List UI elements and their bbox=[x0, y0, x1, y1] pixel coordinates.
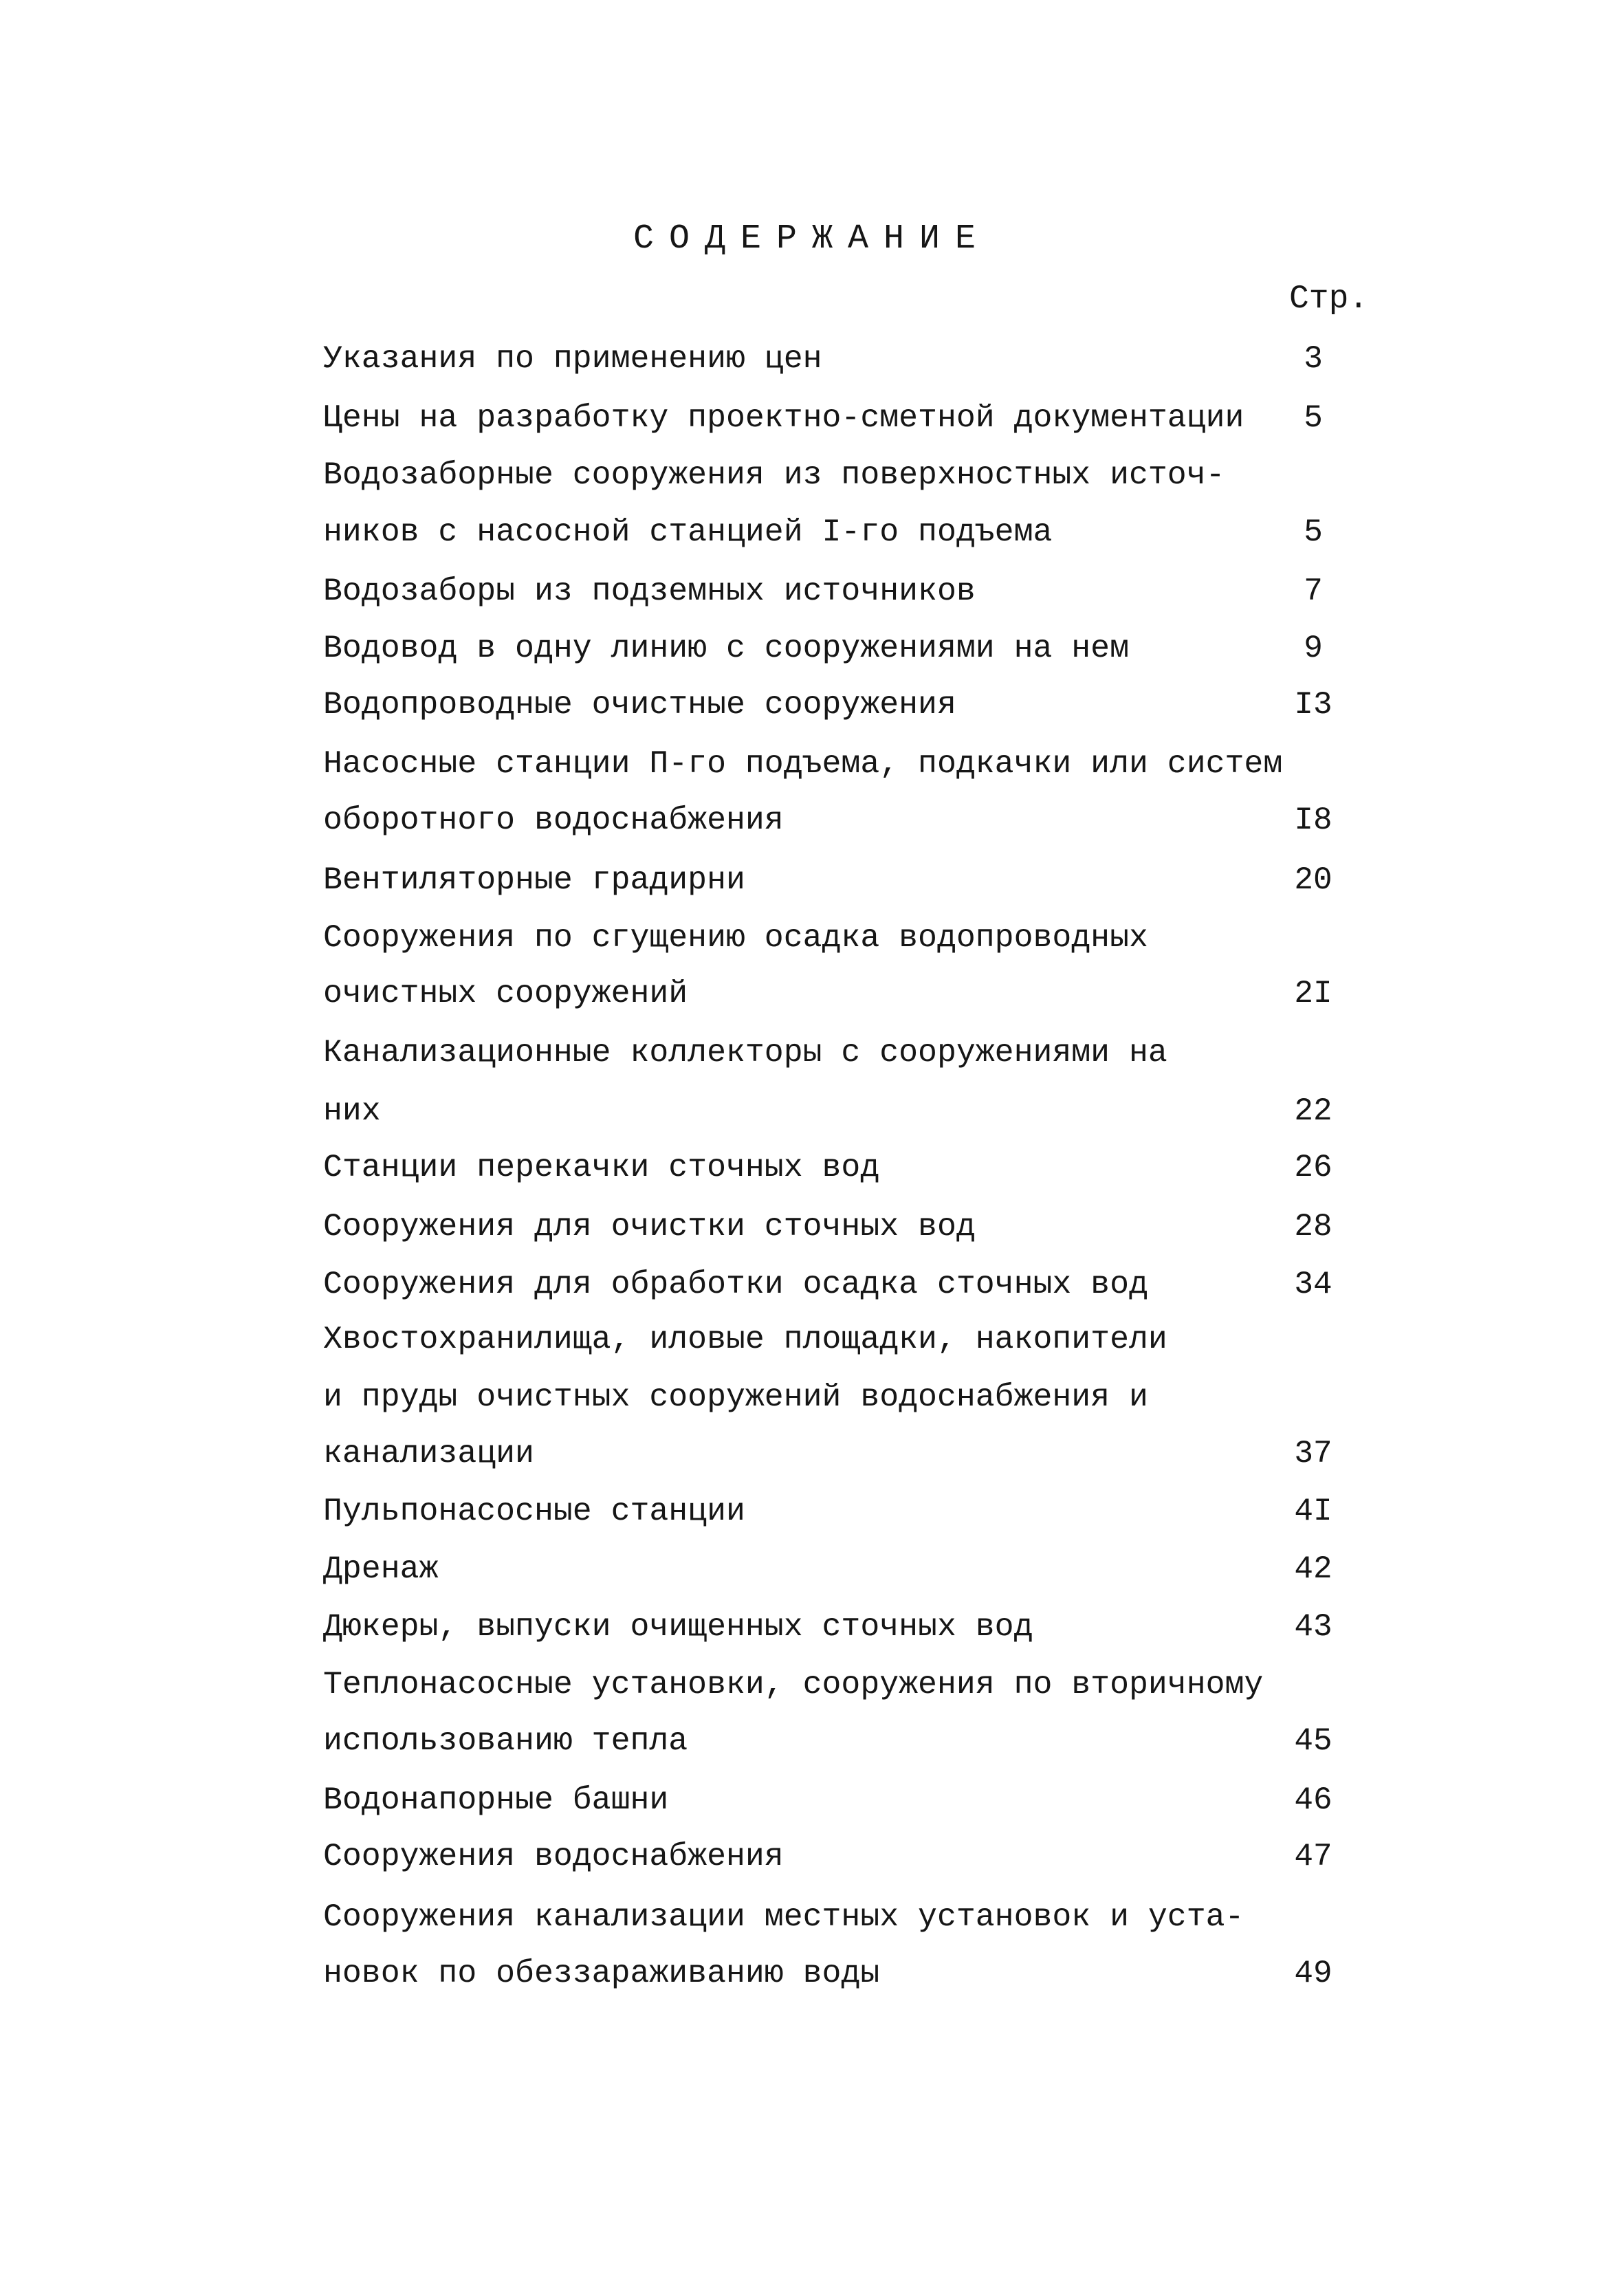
toc-entry bbox=[0, 1264, 1624, 1305]
toc-entry bbox=[0, 1206, 1624, 1247]
toc-entry-title: Канализационные коллекторы с сооружениями на bbox=[323, 1034, 1167, 1071]
toc-entry bbox=[0, 628, 1624, 669]
toc-entry bbox=[0, 338, 1624, 380]
toc-entry-page: I8 bbox=[1294, 802, 1332, 838]
toc-entry bbox=[0, 1032, 1624, 1073]
toc-entry-page bbox=[1272, 917, 1354, 959]
toc-entry-title: Вентиляторные градирни bbox=[323, 862, 745, 898]
toc-entry-title: канализации bbox=[323, 1435, 534, 1472]
toc-entry bbox=[0, 1091, 1624, 1132]
toc-entry bbox=[0, 1433, 1624, 1474]
toc-entry-page: 37 bbox=[1294, 1436, 1332, 1472]
toc-entry-page: 34 bbox=[1294, 1267, 1332, 1302]
toc-entry-title: Указания по применению цен bbox=[323, 340, 822, 377]
toc-entry-title: оборотного водоснабжения bbox=[323, 802, 784, 838]
toc-entry bbox=[0, 455, 1624, 496]
toc-entry-page: 4I bbox=[1294, 1494, 1332, 1529]
toc-entry-title: Хвостохранилища, иловые площадки, накопители bbox=[323, 1321, 1167, 1357]
toc-entry-page: 43 bbox=[1294, 1609, 1332, 1645]
page-title: СОДЕРЖАНИЕ bbox=[633, 219, 991, 259]
toc-entry bbox=[0, 1720, 1624, 1762]
toc-entry bbox=[0, 684, 1624, 725]
toc-entry-page: 26 bbox=[1294, 1150, 1332, 1185]
toc-entry bbox=[0, 1319, 1624, 1360]
toc-entry bbox=[0, 1147, 1624, 1188]
toc-entry-title: Дренаж bbox=[323, 1551, 439, 1587]
toc-entry-page: 9 bbox=[1304, 631, 1323, 666]
toc-entry-title: Насосные станции П-го подъема, подкачки или систем bbox=[323, 745, 1283, 782]
toc-entry-page: 42 bbox=[1294, 1551, 1332, 1587]
toc-entry-page: 45 bbox=[1294, 1723, 1332, 1759]
toc-entry-page: 22 bbox=[1294, 1093, 1332, 1129]
toc-entry-page: 20 bbox=[1294, 862, 1332, 898]
toc-entry-title: Пульпонасосные станции bbox=[323, 1493, 745, 1529]
toc-entry-title: ников с насосной станцией I-го подъема bbox=[323, 514, 1053, 550]
toc-entry-title: Дюкеры, выпуски очищенных сточных вод bbox=[323, 1608, 1033, 1645]
toc-entry bbox=[0, 860, 1624, 901]
toc-entry-title: Водонапорные башни bbox=[323, 1782, 669, 1818]
toc-entry bbox=[0, 917, 1624, 959]
toc-entry bbox=[0, 397, 1624, 439]
toc-entry-page: 46 bbox=[1294, 1782, 1332, 1818]
toc-entry-page bbox=[1272, 455, 1354, 496]
toc-entry-title: использованию тепла bbox=[323, 1723, 688, 1759]
toc-entry-page bbox=[1272, 1319, 1354, 1360]
toc-entry-title: Водопроводные очистные сооружения bbox=[323, 686, 956, 723]
toc-entry bbox=[0, 973, 1624, 1014]
toc-entry-title: Водовод в одну линию с сооружениями на нем bbox=[323, 630, 1129, 666]
toc-entry-page bbox=[1272, 1664, 1354, 1705]
toc-entry-title: и пруды очистных сооружений водоснабжения и bbox=[323, 1379, 1148, 1415]
toc-entry-page bbox=[1272, 1896, 1354, 1938]
toc-entry bbox=[0, 743, 1624, 785]
toc-entry-page: 49 bbox=[1294, 1956, 1332, 1991]
toc-entry-title: Сооружения водоснабжения bbox=[323, 1838, 784, 1874]
toc-entry-title: очистных сооружений bbox=[323, 975, 688, 1012]
toc-entry-page bbox=[1272, 1032, 1354, 1073]
toc-entry-page: 3 bbox=[1304, 341, 1323, 377]
toc-entry-title: Сооружения по сгущению осадка водопроводных bbox=[323, 919, 1148, 956]
toc-entry bbox=[0, 1780, 1624, 1821]
toc-entry bbox=[0, 512, 1624, 553]
toc-entry-title: Цены на разработку проектно-сметной документации bbox=[323, 400, 1244, 436]
toc-entry-title: Сооружения для очистки сточных вод bbox=[323, 1208, 976, 1245]
toc-entry bbox=[0, 1491, 1624, 1532]
toc-entry-title: них bbox=[323, 1093, 381, 1129]
page-column-label: Стр. bbox=[1289, 281, 1369, 318]
toc-entry bbox=[0, 1377, 1624, 1418]
toc-entry bbox=[0, 1606, 1624, 1648]
toc-entry-page: 5 bbox=[1304, 514, 1323, 550]
toc-entry bbox=[0, 1896, 1624, 1938]
toc-entry-title: Станции перекачки сточных вод bbox=[323, 1149, 880, 1185]
toc-entry-page: 5 bbox=[1304, 400, 1323, 436]
toc-entry-title: Сооружения канализации местных установок и уста- bbox=[323, 1899, 1244, 1935]
toc-entry-title: новок по обеззараживанию воды bbox=[323, 1955, 880, 1991]
toc-entry bbox=[0, 1549, 1624, 1590]
toc-entry bbox=[0, 571, 1624, 612]
toc-entry bbox=[0, 1664, 1624, 1705]
toc-entry bbox=[0, 1953, 1624, 1994]
toc-entry-page bbox=[1272, 743, 1354, 785]
toc-entry-title: Сооружения для обработки осадка сточных вод bbox=[323, 1266, 1148, 1302]
toc-entry-page: 2I bbox=[1294, 976, 1332, 1012]
toc-entry-page: 7 bbox=[1304, 573, 1323, 609]
toc-entry bbox=[0, 800, 1624, 841]
toc-entry-page: 28 bbox=[1294, 1209, 1332, 1245]
toc-entry-page: I3 bbox=[1294, 687, 1332, 723]
toc-entry-title: Водозаборные сооружения из поверхностных источ- bbox=[323, 457, 1225, 493]
toc-entry-page: 47 bbox=[1294, 1839, 1332, 1874]
toc-entry-title: Водозаборы из подземных источников bbox=[323, 573, 976, 609]
toc-entry-page bbox=[1272, 1377, 1354, 1418]
toc-entry bbox=[0, 1836, 1624, 1877]
toc-entry-title: Теплонасосные установки, сооружения по вторичному bbox=[323, 1666, 1264, 1703]
